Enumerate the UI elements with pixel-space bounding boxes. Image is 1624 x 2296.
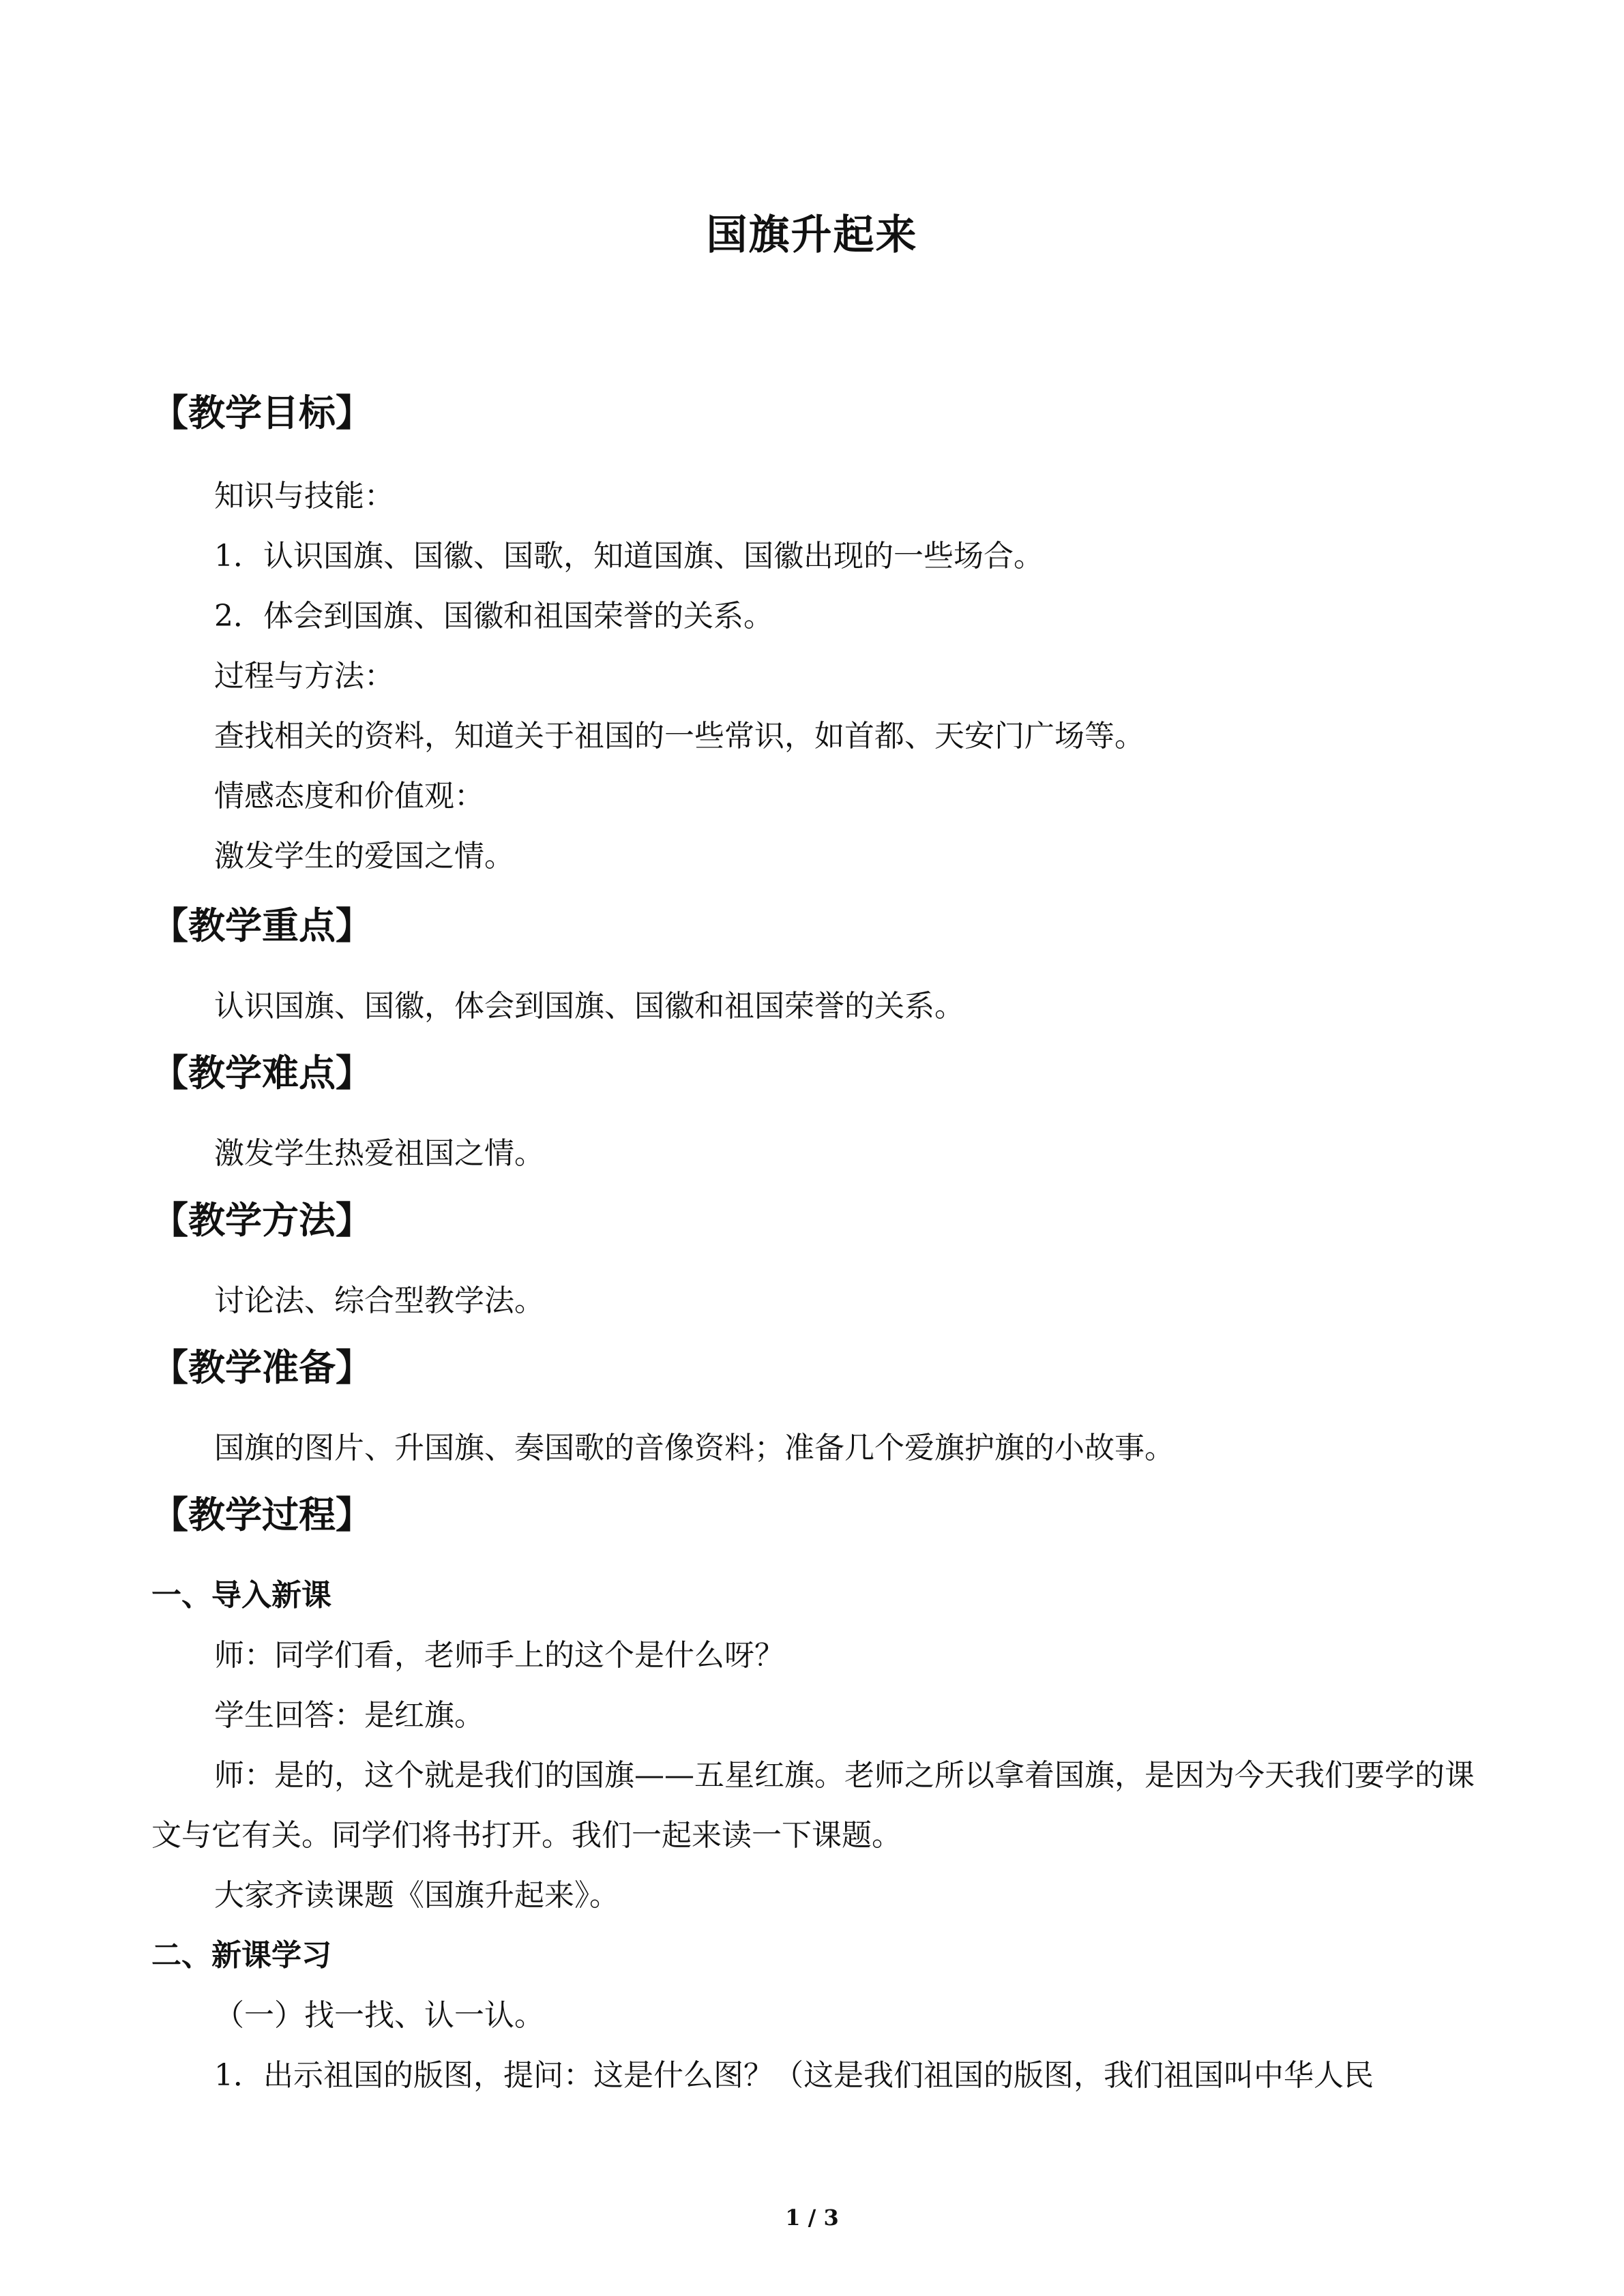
difficulties-text: 激发学生热爱祖国之情。 <box>214 1136 544 1171</box>
section-heading-process: 【教学过程】 <box>151 1493 372 1536</box>
goals-line: 查找相关的资料，知道关于祖国的一些常识，如首都、天安门广场等。 <box>214 719 1145 754</box>
goals-line: 激发学生的爱国之情。 <box>214 839 514 874</box>
process-part1-line: 学生回答：是红旗。 <box>214 1698 484 1733</box>
goals-line: 2．体会到国旗、国徽和祖国荣誉的关系。 <box>214 599 773 633</box>
methods-text: 讨论法、综合型教学法。 <box>214 1283 544 1318</box>
process-part1-heading: 一、导入新课 <box>151 1578 331 1613</box>
key-points-text: 认识国旗、国徽，体会到国旗、国徽和祖国荣誉的关系。 <box>214 989 964 1024</box>
section-heading-goals: 【教学目标】 <box>151 391 372 434</box>
section-heading-methods: 【教学方法】 <box>151 1198 372 1242</box>
process-part2-heading: 二、新课学习 <box>151 1938 331 1973</box>
goals-line: 1．认识国旗、国徽、国歌，知道国旗、国徽出现的一些场合。 <box>214 539 1044 573</box>
process-part1-closing: 大家齐读课题《国旗升起来》。 <box>214 1878 619 1913</box>
page-number: 1 / 3 <box>785 2205 839 2231</box>
goals-line: 情感态度和价值观： <box>214 779 484 814</box>
process-part2-line: （一）找一找、认一认。 <box>214 1998 544 2033</box>
section-heading-key-points: 【教学重点】 <box>151 904 372 947</box>
section-heading-preparation: 【教学准备】 <box>151 1345 372 1389</box>
section-heading-difficulties: 【教学难点】 <box>151 1051 372 1094</box>
goals-line: 过程与方法： <box>214 659 394 694</box>
document-title: 国旗升起来 <box>706 211 918 259</box>
goals-line: 知识与技能： <box>214 479 394 513</box>
process-part2-line: 1．出示祖国的版图，提问：这是什么图？（这是我们祖国的版图，我们祖国叫中华人民 <box>214 2058 1374 2093</box>
process-part1-paragraph: 师：是的，这个就是我们的国旗——五星红旗。老师之所以拿着国旗，是因为今天我们要学的课文与它有关。同学们将书打开。我们一起来读一下课题。 <box>151 1758 1475 1853</box>
process-part1-line: 师：同学们看，老师手上的这个是什么呀？ <box>214 1638 784 1673</box>
preparation-text: 国旗的图片、升国旗、奏国歌的音像资料；准备几个爱旗护旗的小故事。 <box>214 1431 1175 1465</box>
